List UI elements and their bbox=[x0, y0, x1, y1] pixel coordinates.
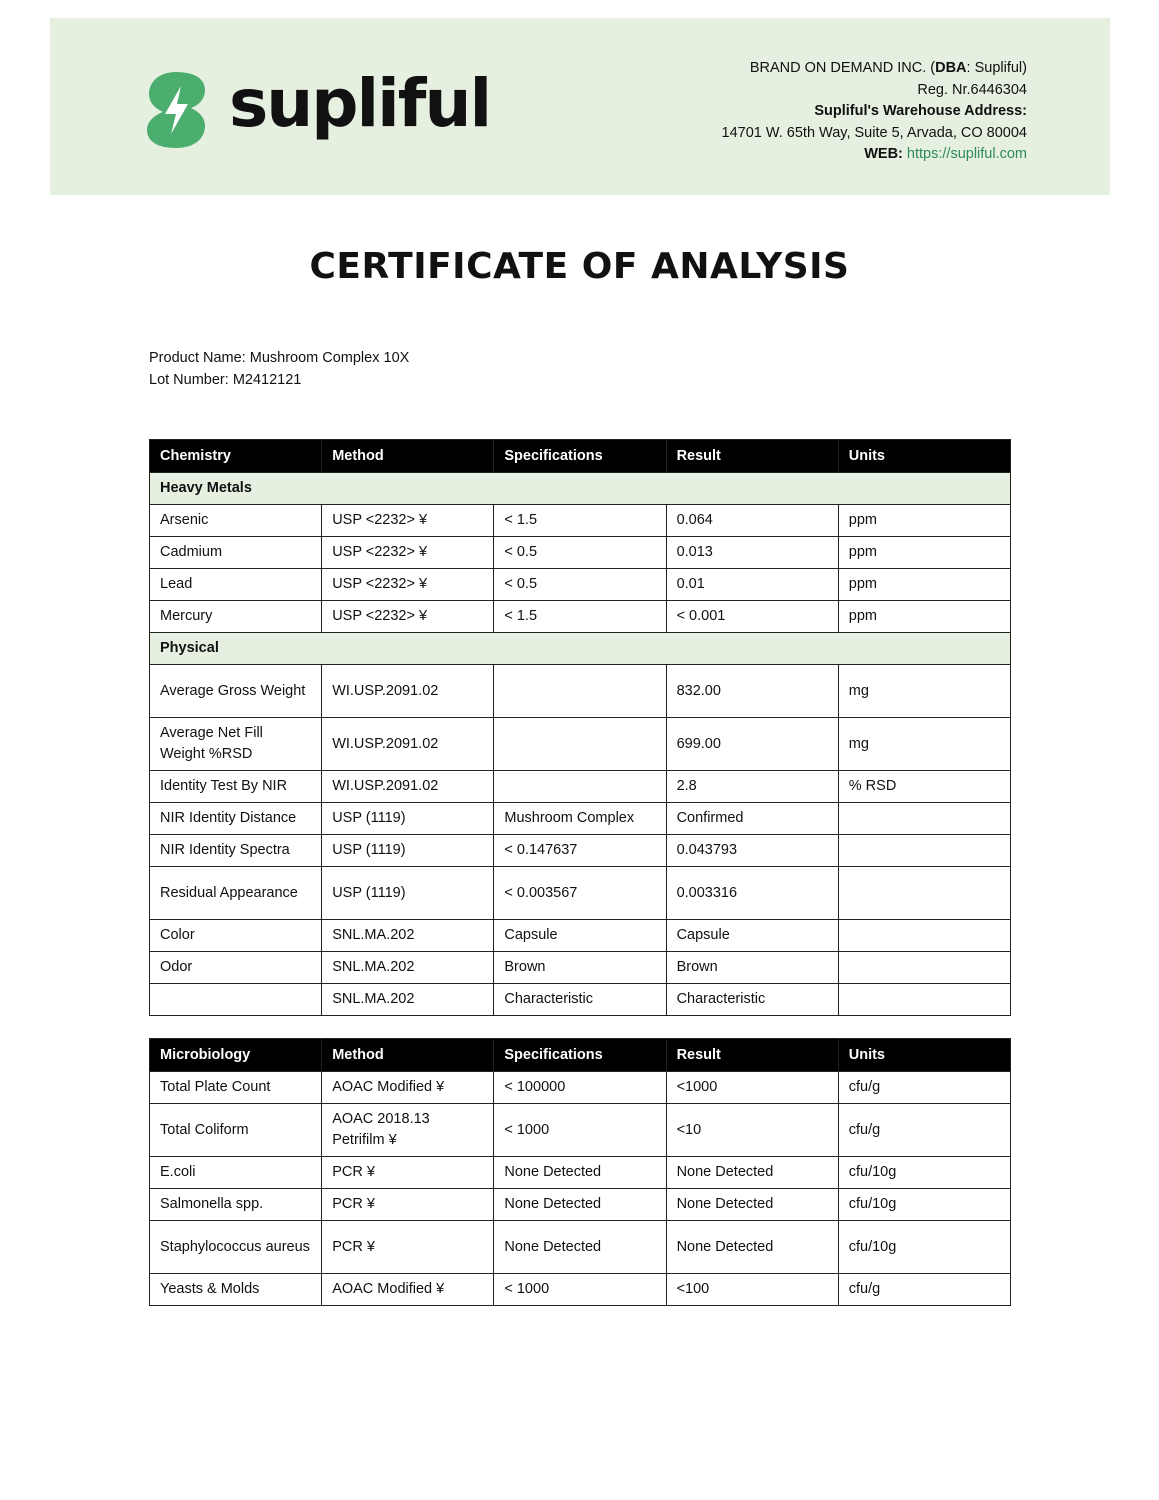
table-cell: ppm bbox=[838, 601, 1010, 633]
registration-number: Reg. Nr.6446304 bbox=[917, 81, 1027, 98]
table-cell: None Detected bbox=[666, 1157, 838, 1189]
table-cell bbox=[150, 984, 322, 1016]
table-cell: cfu/g bbox=[838, 1072, 1010, 1104]
table-cell bbox=[838, 803, 1010, 835]
website-link[interactable]: https://supliful.com bbox=[906, 146, 1027, 162]
table-cell: cfu/10g bbox=[838, 1189, 1010, 1221]
microbiology-table bbox=[149, 1038, 1011, 1306]
table-cell: PCR ¥ bbox=[322, 1189, 494, 1221]
table-cell: AOAC Modified ¥ bbox=[322, 1274, 494, 1306]
table-cell: mg bbox=[838, 665, 1010, 718]
table-cell: USP <2232> ¥ bbox=[322, 537, 494, 569]
table-cell: 0.013 bbox=[666, 537, 838, 569]
table-row bbox=[150, 1189, 1011, 1221]
table-cell: Total Coliform bbox=[150, 1104, 322, 1157]
table-cell: < 100000 bbox=[494, 1072, 666, 1104]
lightning-bolt-icon bbox=[145, 70, 207, 150]
section-title: Heavy Metals bbox=[150, 473, 1011, 505]
table-row bbox=[150, 835, 1011, 867]
table-cell bbox=[494, 665, 666, 718]
table-cell bbox=[838, 835, 1010, 867]
column-header: Result bbox=[666, 440, 838, 473]
logo-wordmark: supliful bbox=[229, 65, 491, 142]
table-cell: PCR ¥ bbox=[322, 1157, 494, 1189]
table-cell: None Detected bbox=[666, 1189, 838, 1221]
page-title: CERTIFICATE OF ANALYSIS bbox=[309, 246, 850, 287]
table-header-row bbox=[150, 1039, 1011, 1072]
table-cell: 0.064 bbox=[666, 505, 838, 537]
table-cell: Confirmed bbox=[666, 803, 838, 835]
table-row bbox=[150, 537, 1011, 569]
column-header: Units bbox=[838, 440, 1010, 473]
table-row bbox=[150, 1104, 1011, 1157]
table-cell bbox=[838, 952, 1010, 984]
table-cell: SNL.MA.202 bbox=[322, 952, 494, 984]
table-row bbox=[150, 771, 1011, 803]
table-cell: NIR Identity Distance bbox=[150, 803, 322, 835]
table-cell: USP <2232> ¥ bbox=[322, 601, 494, 633]
table-row bbox=[150, 1072, 1011, 1104]
table-cell: 0.01 bbox=[666, 569, 838, 601]
table-cell: USP (1119) bbox=[322, 867, 494, 920]
product-name: Product Name: Mushroom Complex 10X bbox=[149, 350, 410, 366]
column-header: Specifications bbox=[494, 1039, 666, 1072]
column-header: Units bbox=[838, 1039, 1010, 1072]
table-cell: Color bbox=[150, 920, 322, 952]
table-cell: < 1.5 bbox=[494, 505, 666, 537]
table-cell: cfu/g bbox=[838, 1104, 1010, 1157]
table-cell: 832.00 bbox=[666, 665, 838, 718]
company-info bbox=[722, 58, 1027, 166]
warehouse-address: 14701 W. 65th Way, Suite 5, Arvada, CO 80004 bbox=[721, 124, 1027, 141]
brand-logo bbox=[145, 65, 491, 150]
company-line: BRAND ON DEMAND INC. (DBA: Supliful) bbox=[749, 60, 1027, 76]
table-row bbox=[150, 718, 1011, 771]
column-header: Microbiology bbox=[150, 1039, 322, 1072]
table-cell: AOAC 2018.13 Petrifilm ¥ bbox=[322, 1104, 494, 1157]
table-cell: Total Plate Count bbox=[150, 1072, 322, 1104]
table-cell: 699.00 bbox=[666, 718, 838, 771]
column-header: Specifications bbox=[494, 440, 666, 473]
table-cell: < 0.5 bbox=[494, 569, 666, 601]
table-cell: WI.USP.2091.02 bbox=[322, 771, 494, 803]
table-cell: Salmonella spp. bbox=[150, 1189, 322, 1221]
column-header: Result bbox=[666, 1039, 838, 1072]
table-cell: < 0.147637 bbox=[494, 835, 666, 867]
table-cell: WI.USP.2091.02 bbox=[322, 665, 494, 718]
table-cell: PCR ¥ bbox=[322, 1221, 494, 1274]
table-cell: Residual Appearance bbox=[150, 867, 322, 920]
table-row bbox=[150, 803, 1011, 835]
table-cell: < 0.001 bbox=[666, 601, 838, 633]
table-cell: <1000 bbox=[666, 1072, 838, 1104]
table-cell: cfu/10g bbox=[838, 1157, 1010, 1189]
table-cell: < 0.003567 bbox=[494, 867, 666, 920]
table-row bbox=[150, 952, 1011, 984]
table-row bbox=[150, 867, 1011, 920]
table-cell: USP (1119) bbox=[322, 803, 494, 835]
table-cell: Cadmium bbox=[150, 537, 322, 569]
table-cell: SNL.MA.202 bbox=[322, 984, 494, 1016]
table-cell: Capsule bbox=[494, 920, 666, 952]
table-cell: Arsenic bbox=[150, 505, 322, 537]
table-cell: Mushroom Complex bbox=[494, 803, 666, 835]
table-cell: 2.8 bbox=[666, 771, 838, 803]
table-cell: None Detected bbox=[494, 1221, 666, 1274]
table-cell: NIR Identity Spectra bbox=[150, 835, 322, 867]
chemistry-table bbox=[149, 439, 1011, 1016]
column-header: Method bbox=[322, 440, 494, 473]
table-row bbox=[150, 665, 1011, 718]
table-cell: 0.043793 bbox=[666, 835, 838, 867]
table-cell: WI.USP.2091.02 bbox=[322, 718, 494, 771]
table-cell: ppm bbox=[838, 569, 1010, 601]
table-cell: 0.003316 bbox=[666, 867, 838, 920]
table-cell bbox=[838, 867, 1010, 920]
table-cell: USP <2232> ¥ bbox=[322, 505, 494, 537]
table-row bbox=[150, 505, 1011, 537]
table-cell bbox=[838, 984, 1010, 1016]
table-cell bbox=[494, 718, 666, 771]
column-header: Chemistry bbox=[150, 440, 322, 473]
table-cell: None Detected bbox=[494, 1189, 666, 1221]
table-cell: Odor bbox=[150, 952, 322, 984]
table-cell: <100 bbox=[666, 1274, 838, 1306]
table-cell: Average Net Fill Weight %RSD bbox=[150, 718, 322, 771]
table-cell: % RSD bbox=[838, 771, 1010, 803]
lot-number: Lot Number: M2412121 bbox=[149, 372, 302, 388]
table-cell: Characteristic bbox=[494, 984, 666, 1016]
header-banner bbox=[50, 18, 1110, 195]
table-cell: Brown bbox=[666, 952, 838, 984]
table-row bbox=[150, 1221, 1011, 1274]
table-cell: Brown bbox=[494, 952, 666, 984]
table-cell: Yeasts & Molds bbox=[150, 1274, 322, 1306]
table-cell: <10 bbox=[666, 1104, 838, 1157]
column-header: Method bbox=[322, 1039, 494, 1072]
table-cell: cfu/10g bbox=[838, 1221, 1010, 1274]
web-line: WEB: https://supliful.com bbox=[864, 146, 1027, 162]
table-cell: Mercury bbox=[150, 601, 322, 633]
table-cell: E.coli bbox=[150, 1157, 322, 1189]
table-cell: < 0.5 bbox=[494, 537, 666, 569]
section-row-heavy-metals bbox=[150, 473, 1011, 505]
table-cell: < 1000 bbox=[494, 1274, 666, 1306]
table-row bbox=[150, 1157, 1011, 1189]
table-cell: AOAC Modified ¥ bbox=[322, 1072, 494, 1104]
table-cell: Capsule bbox=[666, 920, 838, 952]
warehouse-label: Supliful's Warehouse Address: bbox=[814, 103, 1027, 119]
table-cell: Lead bbox=[150, 569, 322, 601]
table-row bbox=[150, 984, 1011, 1016]
table-cell: mg bbox=[838, 718, 1010, 771]
table-cell bbox=[494, 771, 666, 803]
table-cell: < 1.5 bbox=[494, 601, 666, 633]
table-cell bbox=[838, 920, 1010, 952]
table-cell: cfu/g bbox=[838, 1274, 1010, 1306]
table-cell: Average Gross Weight bbox=[150, 665, 322, 718]
table-cell: Staphylococcus aureus bbox=[150, 1221, 322, 1274]
table-header-row bbox=[150, 440, 1011, 473]
table-row bbox=[150, 1274, 1011, 1306]
table-cell: USP (1119) bbox=[322, 835, 494, 867]
product-info bbox=[149, 347, 409, 391]
table-cell: None Detected bbox=[666, 1221, 838, 1274]
section-row-physical bbox=[150, 633, 1011, 665]
table-row bbox=[150, 920, 1011, 952]
table-row bbox=[150, 601, 1011, 633]
table-cell: ppm bbox=[838, 537, 1010, 569]
table-cell: Identity Test By NIR bbox=[150, 771, 322, 803]
table-cell: < 1000 bbox=[494, 1104, 666, 1157]
section-title: Physical bbox=[150, 633, 1011, 665]
table-cell: Characteristic bbox=[666, 984, 838, 1016]
table-cell: None Detected bbox=[494, 1157, 666, 1189]
table-cell: USP <2232> ¥ bbox=[322, 569, 494, 601]
table-cell: ppm bbox=[838, 505, 1010, 537]
table-cell: SNL.MA.202 bbox=[322, 920, 494, 952]
table-row bbox=[150, 569, 1011, 601]
